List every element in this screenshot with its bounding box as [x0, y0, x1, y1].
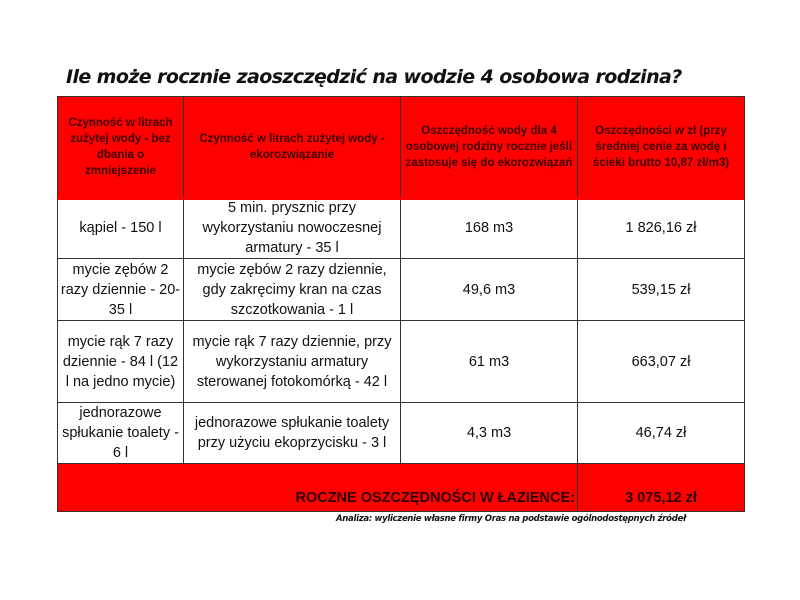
header-money-saving: Oszczędności w zł (przy średniej cenie za wodę i ścieki brutto 10,87 zł/m3): [578, 97, 745, 198]
total-value: 3 075,12 zł: [578, 464, 745, 512]
cell-water-saving: 61 m3: [401, 321, 578, 403]
cell-without-eco: mycie zębów 2 razy dziennie - 20-35 l: [58, 259, 184, 321]
table-row: [58, 259, 745, 321]
cell-money-saving: 46,74 zł: [578, 403, 745, 464]
header-eco-solution: Czynność w litrach zużytej wody - ekorozwiązanie: [184, 97, 401, 198]
footnote: Analiza: wyliczenie własne firmy Oras na podstawie ogólnodostępnych źródeł: [336, 514, 686, 524]
header-without-eco: Czynność w litrach zużytej wody - bez dbania o zmniejszenie: [58, 97, 184, 198]
cell-money-saving: 1 826,16 zł: [578, 198, 745, 259]
page-title: Ile może rocznie zaoszczędzić na wodzie 4 osobowa rodzina?: [66, 66, 682, 88]
cell-without-eco: mycie rąk 7 razy dziennie - 84 l (12 l na jedno mycie): [58, 321, 184, 403]
cell-money-saving: 663,07 zł: [578, 321, 745, 403]
cell-without-eco: kąpiel - 150 l: [58, 198, 184, 259]
header-divider: [57, 197, 744, 200]
table-row: [58, 198, 745, 259]
cell-water-saving: 49,6 m3: [401, 259, 578, 321]
table-header-row: [58, 97, 745, 198]
total-label: ROCZNE OSZCZĘDNOŚCI W ŁAZIENCE:: [184, 464, 578, 512]
cell-eco-solution: mycie rąk 7 razy dziennie, przy wykorzystaniu armatury sterowanej fotokomórką - 42 l: [184, 321, 401, 403]
cell-eco-solution: 5 min. prysznic przy wykorzystaniu nowoczesnej armatury - 35 l: [184, 198, 401, 259]
water-savings-table: [57, 96, 745, 512]
cell-money-saving: 539,15 zł: [578, 259, 745, 321]
table-row: [58, 403, 745, 464]
cell-water-saving: 168 m3: [401, 198, 578, 259]
cell-without-eco: jednorazowe spłukanie toalety - 6 l: [58, 403, 184, 464]
table-row: [58, 321, 745, 403]
cell-eco-solution: jednorazowe spłukanie toalety przy użyciu ekoprzycisku - 3 l: [184, 403, 401, 464]
header-water-saving: Oszczędność wody dla 4 osobowej rodziny rocznie jeśli zastosuje się do ekorozwiązań: [401, 97, 578, 198]
cell-eco-solution: mycie zębów 2 razy dziennie, gdy zakręcimy kran na czas szczotkowania - 1 l: [184, 259, 401, 321]
cell-water-saving: 4,3 m3: [401, 403, 578, 464]
total-spacer: [58, 464, 184, 512]
total-row: [58, 464, 745, 512]
